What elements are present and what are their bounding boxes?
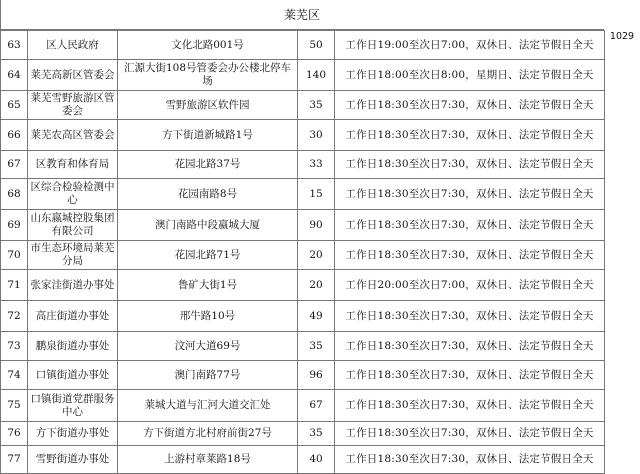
parking-spaces-cell[interactable]: 50 (298, 31, 335, 60)
row-number-cell[interactable]: 70 (1, 241, 28, 270)
district-title: 莱芜区 (0, 0, 604, 30)
parking-spaces-cell[interactable]: 35 (298, 332, 335, 361)
address-cell[interactable]: 澳门南路77号 (118, 361, 298, 390)
parking-spaces-cell[interactable]: 35 (298, 91, 335, 120)
parking-spaces-cell[interactable]: 49 (298, 301, 335, 332)
table-row (1, 210, 605, 241)
unit-name-cell[interactable]: 莱芜农高区管委会 (28, 120, 118, 151)
row-number-cell[interactable]: 69 (1, 210, 28, 241)
address-cell[interactable]: 邢牛路10号 (118, 301, 298, 332)
open-hours-cell[interactable]: 工作日18:00至次日8:00，星期日、法定节假日全天 (335, 60, 605, 91)
row-number-cell[interactable]: 71 (1, 270, 28, 301)
unit-name-cell[interactable]: 口镇街道办事处 (28, 361, 118, 390)
unit-name-cell[interactable]: 区综合检验检测中心 (28, 179, 118, 210)
side-value: 1029 (609, 31, 635, 42)
table-row (1, 446, 605, 474)
parking-spaces-cell[interactable]: 30 (298, 120, 335, 151)
table-row (1, 151, 605, 179)
row-number-cell[interactable]: 67 (1, 151, 28, 179)
unit-name-cell[interactable]: 山东嬴城控股集团有限公司 (28, 210, 118, 241)
parking-spaces-cell[interactable]: 96 (298, 361, 335, 390)
unit-name-cell[interactable]: 口镇街道党群服务中心 (28, 390, 118, 422)
open-hours-cell[interactable]: 工作日18:30至次日7:30，双休日、法定节假日全天 (335, 332, 605, 361)
open-hours-cell[interactable]: 工作日20:00至次日7:00，双休日、法定节假日全天 (335, 270, 605, 301)
open-hours-cell[interactable]: 工作日18:30至次日7:30，双休日、法定节假日全天 (335, 361, 605, 390)
open-hours-cell[interactable]: 工作日18:30至次日7:30，双休日、法定节假日全天 (335, 390, 605, 422)
open-hours-cell[interactable]: 工作日18:30至次日7:30，双休日、法定节假日全天 (335, 241, 605, 270)
address-cell[interactable]: 汶河大道69号 (118, 332, 298, 361)
address-cell[interactable]: 鲁矿大街1号 (118, 270, 298, 301)
unit-name-cell[interactable]: 市生态环境局莱芜分局 (28, 241, 118, 270)
parking-spaces-cell[interactable]: 40 (298, 446, 335, 474)
open-hours-cell[interactable]: 工作日18:30至次日7:30，双休日、法定节假日全天 (335, 91, 605, 120)
table-row (1, 361, 605, 390)
row-number-cell[interactable]: 76 (1, 422, 28, 446)
unit-name-cell[interactable]: 莱芜高新区管委会 (28, 60, 118, 91)
open-hours-cell[interactable]: 工作日18:30至次日7:30，双休日、法定节假日全天 (335, 120, 605, 151)
row-number-cell[interactable]: 65 (1, 91, 28, 120)
row-number-cell[interactable]: 74 (1, 361, 28, 390)
parking-spaces-cell[interactable]: 33 (298, 151, 335, 179)
table-row (1, 270, 605, 301)
unit-name-cell[interactable]: 区教育和体育局 (28, 151, 118, 179)
address-cell[interactable]: 方下街道新城路1号 (118, 120, 298, 151)
parking-spaces-cell[interactable]: 15 (298, 179, 335, 210)
parking-spaces-cell[interactable]: 140 (298, 60, 335, 91)
unit-name-cell[interactable]: 张家洼街道办事处 (28, 270, 118, 301)
address-cell[interactable]: 汇源大街108号管委会办公楼北停车场 (118, 60, 298, 91)
table-row (1, 91, 605, 120)
row-number-cell[interactable]: 66 (1, 120, 28, 151)
side-column (604, 30, 640, 472)
unit-name-cell[interactable]: 鹏泉街道办事处 (28, 332, 118, 361)
table-row (1, 241, 605, 270)
address-cell[interactable]: 澳门南路中段嬴城大厦 (118, 210, 298, 241)
parking-spaces-cell[interactable]: 35 (298, 422, 335, 446)
open-hours-cell[interactable]: 工作日18:30至次日7:30，双休日、法定节假日全天 (335, 446, 605, 474)
open-hours-cell[interactable]: 工作日18:30至次日7:30，双休日、法定节假日全天 (335, 301, 605, 332)
address-cell[interactable]: 花园北路71号 (118, 241, 298, 270)
parking-spaces-cell[interactable]: 67 (298, 390, 335, 422)
table-row (1, 31, 605, 60)
unit-name-cell[interactable]: 莱芜雪野旅游区管委会 (28, 91, 118, 120)
row-number-cell[interactable]: 73 (1, 332, 28, 361)
table-row (1, 332, 605, 361)
address-cell[interactable]: 花园南路8号 (118, 179, 298, 210)
table-row (1, 120, 605, 151)
row-number-cell[interactable]: 68 (1, 179, 28, 210)
table-row (1, 179, 605, 210)
row-number-cell[interactable]: 72 (1, 301, 28, 332)
unit-name-cell[interactable]: 高庄街道办事处 (28, 301, 118, 332)
parking-table (0, 30, 605, 474)
unit-name-cell[interactable]: 区人民政府 (28, 31, 118, 60)
open-hours-cell[interactable]: 工作日18:30至次日7:30，双休日、法定节假日全天 (335, 179, 605, 210)
row-number-cell[interactable]: 64 (1, 60, 28, 91)
open-hours-cell[interactable]: 工作日18:30至次日7:30，双休日、法定节假日全天 (335, 151, 605, 179)
open-hours-cell[interactable]: 工作日18:30至次日7:30，双休日、法定节假日全天 (335, 210, 605, 241)
address-cell[interactable]: 文化北路001号 (118, 31, 298, 60)
parking-spaces-cell[interactable]: 20 (298, 270, 335, 301)
parking-spaces-cell[interactable]: 20 (298, 241, 335, 270)
parking-spaces-cell[interactable]: 90 (298, 210, 335, 241)
address-cell[interactable]: 莱城大道与汇河大道交汇处 (118, 390, 298, 422)
unit-name-cell[interactable]: 方下街道办事处 (28, 422, 118, 446)
row-number-cell[interactable]: 77 (1, 446, 28, 474)
row-number-cell[interactable]: 75 (1, 390, 28, 422)
row-number-cell[interactable]: 63 (1, 31, 28, 60)
address-cell[interactable]: 雪野旅游区软件园 (118, 91, 298, 120)
table-row (1, 422, 605, 446)
open-hours-cell[interactable]: 工作日18:30至次日7:30，双休日、法定节假日全天 (335, 422, 605, 446)
table-row (1, 390, 605, 422)
unit-name-cell[interactable]: 雪野街道办事处 (28, 446, 118, 474)
address-cell[interactable]: 花园北路37号 (118, 151, 298, 179)
table-row (1, 60, 605, 91)
table-body (1, 31, 605, 474)
address-cell[interactable]: 上游村章莱路18号 (118, 446, 298, 474)
address-cell[interactable]: 方下街道方北村府前街27号 (118, 422, 298, 446)
open-hours-cell[interactable]: 工作日19:00至次日7:00，双休日、法定节假日全天 (335, 31, 605, 60)
table-row (1, 301, 605, 332)
